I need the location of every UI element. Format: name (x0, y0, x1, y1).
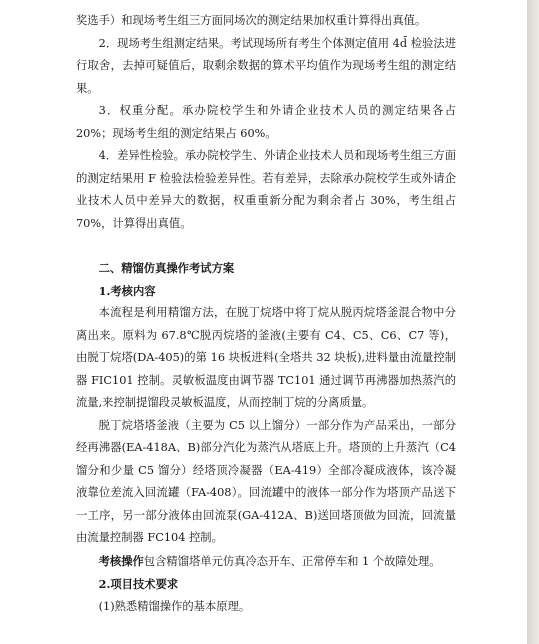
paragraph-examinee-group-result: 2．现场考生组测定结果。考试现场所有考生个体测定值用 4d̄ 检验法进行取舍，去掉可疑值后，取剩余数据的算术平均值作为现场考生组的测定结果。 (76, 36, 456, 95)
section-heading-distillation-exam: 二、精馏仿真操作考试方案 (98, 261, 235, 275)
subheading-technical-requirements: 2.项目技术要求 (98, 577, 179, 591)
paragraph-assessment-operations (76, 550, 456, 574)
paragraph-weight-allocation: 3．权重分配。承办院校学生和外请企业技术人员的测定结果各占 20%；现场考生组的测定结果占 60%。 (76, 104, 456, 140)
assessment-operations-text: 包含精馏塔单元仿真冷态开车、正常停车和 1 个故障处理。 (143, 554, 441, 568)
paragraph-requirement-1: (1)熟悉精馏操作的基本原理。 (98, 599, 251, 613)
document-body (76, 10, 456, 618)
paragraph-process-description: 本流程是利用精馏方法，在脱丁烷塔中将丁烷从脱丙烷塔釜混合物中分离出来。原料为 67.8℃脱丙烷塔的釜液(主要有 C4、C5、C6、C7 等)，由脱丁烷塔(DA-405)的第 16 块板进料(全塔共 32 块板),进料量由流量控制器 FIC101 控制。灵敏板温度由调节器 TC101 通过调节再沸器加热蒸汽的流量,来控制提馏段灵敏板温度，从而控制丁烷的分离质量。 (76, 306, 456, 409)
section-gap (76, 235, 456, 257)
assessment-operations-lead: 考核操作 (98, 553, 144, 568)
page-edge-shadow (527, 0, 539, 644)
paragraph-true-value-continued: 奖选手）和现场考生组三方面同场次的测定结果加权重计算得出真值。 (76, 14, 427, 27)
paragraph-difference-test: 4．差异性检验。承办院校学生、外请企业技术人员和现场考生组三方面的测定结果用 F 检验法检验差异性。若有差异，去除承办院校学生或外请企业技术人员中差异大的数据，权重重新分配为剩余者占 30%，考生组占 70%，计算得出真值。 (76, 149, 456, 230)
paragraph-column-bottoms: 脱丁烷塔塔釜液（主要为 C5 以上馏分）一部分作为产品采出，一部分经再沸器(EA-418A、B)部分汽化为蒸汽从塔底上升。塔顶的上升蒸汽（C4 馏分和少量 C5 馏分）经塔顶冷凝器（EA-419）全部冷凝成液体，该冷凝液靠位差流入回流罐（FA-408）。回流罐中的液体一部分作为塔顶产品送下一工序，另一部分液体由回流泵(GA-412A、B)送回塔顶做为回流，回流量由流量控制器 FC104 控制。 (76, 418, 456, 544)
subheading-assessment-content: 1.考核内容 (98, 283, 156, 298)
